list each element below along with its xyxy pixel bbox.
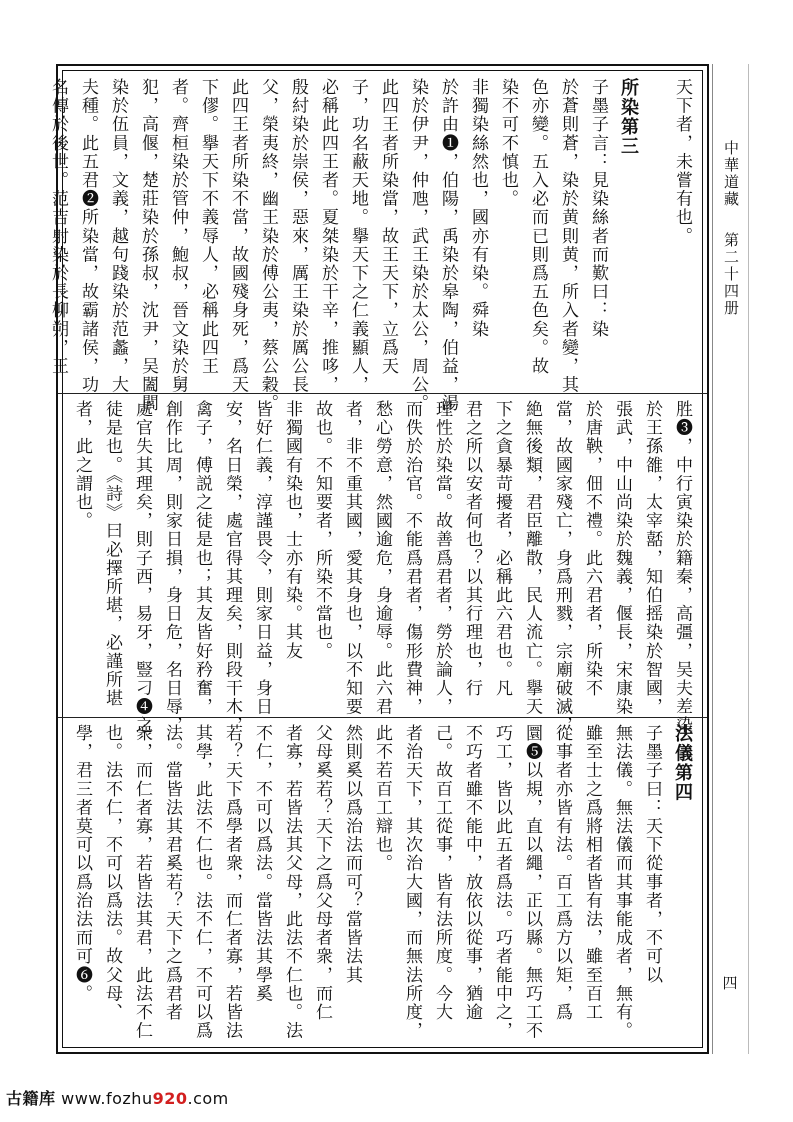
text-column: 此不若百工辯也。 [372,724,392,873]
text-column: 不仁，不可以爲法。當皆法其學奚 [252,724,272,1003]
text-column: 張武，中山尚染於魏義，偃長，宋康染 [612,400,632,717]
text-column: 者治天下，其次治大國，而無法所度， [402,724,422,1041]
text-column: 理性於染當。故善爲君者，勞於論人， [432,400,452,717]
text-column: 子墨子言：見染絲者而歎曰：染 [588,78,608,339]
watermark [6,1086,229,1109]
text-column: 巧工，皆以此五者爲法。巧者能中之， [492,724,512,1041]
text-column: 必稱此四王者。夏桀染於干辛，推哆， [318,78,338,395]
text-column: 絶無後類，君臣離散，民人流亡。擧天 [522,400,542,717]
text-column: 衆，而仁者寡，若皆法其君，此法不仁 [132,724,152,1041]
page-number: 四 [722,974,738,992]
text-column: 下之貪暴苛擾者，必稱此六君也。凡 [492,400,512,698]
text-column: 無法儀。無法儀而其事能成者，無有。 [612,724,632,1041]
text-column: 於王孫雒，太宰嚭，知伯摇染於智國， [642,400,662,717]
text-column: 若？天下爲學者衆，而仁者寡，若皆法 [222,724,242,1041]
text-column: 而佚於治官。不能爲君者，傷形費神， [402,400,422,717]
text-column: 不巧者雖不能中，放依以從事，猶逾 [462,724,482,1022]
text-column: 圜❺以規，直以繩，正以縣。無巧工不 [522,724,542,1041]
text-column: 下僇。擧天下不義辱人，必稱此四王 [198,78,218,376]
text-column: 子墨子曰：天下從事者，不可以 [642,724,662,985]
text-column: 染不可不慎也。 [498,78,518,209]
text-section-2 [68,400,697,735]
text-column: 法。當皆法其君奚若？天下之爲君者 [162,724,182,1022]
text-column: 非獨國有染也，士亦有染。其友 [282,400,302,661]
text-column: 安，名日榮，處官得其理矣，則段干木， [222,400,242,735]
text-column: 其學，此法不仁也。法不仁，不可以爲 [192,724,212,1041]
text-column: 己。故百工從事，皆有法所度。今大 [432,724,452,1022]
text-column: 當，故國家殘亡，身爲刑戮，宗廟破滅， [552,400,572,735]
collection-title: 中華道藏 [722,140,740,208]
text-column: 然則奚以爲治法而可？當皆法其 [342,724,362,985]
margin-rule [712,64,713,1054]
text-column: 於許由❶，伯陽，禹染於皋陶，伯益，湯 [438,78,458,413]
section-divider-2 [58,717,707,718]
text-column: 於蒼則蒼，染於黄則黄，所入者變，其 [558,78,578,395]
text-column: 故也。不知要者，所染不當也。 [312,400,332,661]
text-column: 者寡，若皆法其父母，此法不仁也。法 [282,724,302,1041]
text-column: 色亦變。五入必而已則爲五色矣。故 [528,78,548,376]
chapter-title: 所染第三 [618,78,639,157]
text-section-3 [68,724,697,1044]
watermark-url-prefix[interactable]: www.fozhu [61,1089,153,1108]
page-frame [48,64,709,1054]
text-column: 君之所以安者何也？以其行理也，行 [462,400,482,698]
running-header [718,140,742,317]
text-column: 創作比周，則家日損，身日危，名日辱， [162,400,182,735]
text-column: 於唐鞅，佃不禮。此六君者，所染不 [582,400,602,698]
text-column: 胜❸，中行寅染於籍秦，高彊，吴夫差染 [672,400,692,735]
watermark-url-accent[interactable]: 920 [152,1089,188,1108]
text-section-1 [48,78,697,413]
text-column: 此四王者所染當，故王天下，立爲天 [378,78,398,376]
text-column: 者，此之謂也。 [72,400,92,531]
text-column: 處官失其理矣，則子西，易牙，豎刁❹之 [132,400,152,735]
text-column: 者。齊桓染於管仲，鮑叔，晉文染於舅 [168,78,188,395]
text-column: 非獨染絲然也，國亦有染。舜染 [468,78,488,339]
text-column: 天下者，未嘗有也。 [672,78,692,246]
text-column: 此四王者所染不當，故國殘身死，爲天 [228,78,248,395]
text-column: 徒是也。《詩》曰必擇所堪，必謹所堪 [102,400,122,708]
text-column: 父母奚若？天下之爲父母者衆，而仁 [312,724,332,1022]
text-column: 雖至士之爲將相者皆有法，雖至百工 [582,724,602,1022]
text-column: 犯，高偃，楚莊染於孫叔，沈尹，吴闔閭 [138,78,158,413]
text-column: 愁心勞意，然國逾危，身逾辱。此六君 [372,400,392,717]
volume-label: 第二十四册 [722,231,740,317]
text-column: 子，功名蔽天地。擧天下之仁義顯人， [348,78,368,395]
text-column: 皆好仁義，淳謹畏令，則家日益，身日 [252,400,272,717]
text-column: 者，非不重其國，愛其身也，以不知要 [342,400,362,717]
column-spacer [643,78,667,390]
text-column: 染於伊尹，仲虺，武王染於太公，周公。 [408,78,428,413]
text-column: 學，君三者莫可以爲治法而可❻。 [72,724,92,1003]
text-column: 父，榮夷終，幽王染於傅公夷，蔡公穀。 [258,78,278,413]
text-column: 禽子，傅説之徒是也；其友皆好矜奮， [192,400,212,717]
text-column: 殷紂染於崇侯，惡來，厲王染於厲公長 [288,78,308,395]
text-column: 也。法不仁，不可以爲法。故父母、 [102,724,122,1022]
chapter-title: 法儀第四 [672,724,693,803]
text-column: 從事者亦皆有法。百工爲方以矩，爲 [552,724,572,1022]
text-column: 名傳於後世。范吉射染於長柳朔，王 [48,78,68,376]
text-column: 夫種。此五君❷所染當，故霸諸侯，功 [78,78,98,395]
text-column: 染於伍員，文義，越句踐染於范蠡，大 [108,78,128,395]
watermark-url-suffix[interactable]: .com [187,1089,229,1108]
watermark-site-name: 古籍库 [6,1089,56,1108]
margin-rule-outer [748,64,749,1054]
